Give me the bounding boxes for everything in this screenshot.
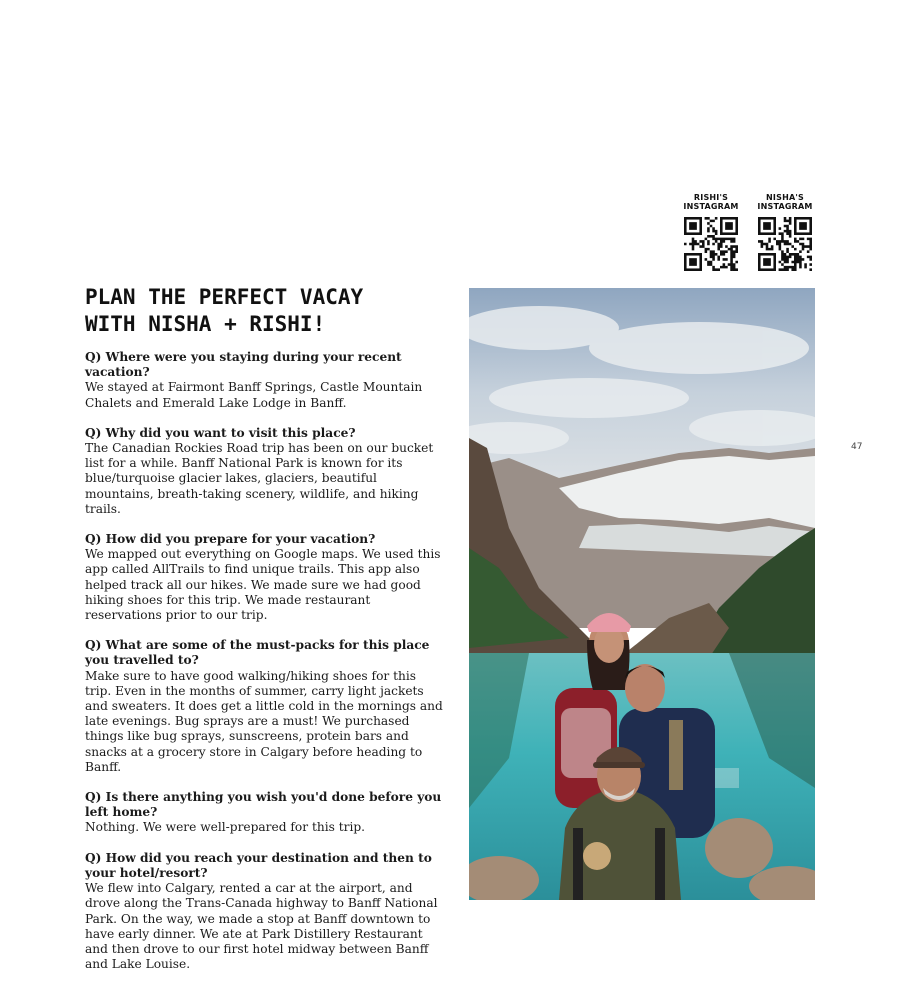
qr-finder <box>720 217 738 235</box>
qr-finder <box>758 217 776 235</box>
title-line-1: PLAN THE PERFECT VACAY <box>85 285 364 309</box>
qr-label <box>754 193 816 213</box>
rishi-instagram <box>680 193 742 271</box>
answer: Make sure to have good walking/hiking shoes for this trip. Even in the months of summer, carry light jackets and sweaters. It does get a little cold in the mornings and late evenings. Bug sprays are a must! We purchased things like bug sprays, sunscreens, protein bars and snacks at a grocery store in Calgary before heading to Banff. <box>85 668 443 774</box>
question: Q) What are some of the must-packs for this place you travelled to? <box>85 638 430 668</box>
question: Q) Where were you staying during your recent vacation? <box>85 350 402 380</box>
qr-code-icon[interactable] <box>758 217 812 271</box>
qa-item <box>85 790 445 836</box>
qa-item <box>85 532 445 623</box>
qr-label-line2: INSTAGRAM <box>683 202 739 211</box>
family-photo <box>469 288 815 900</box>
qr-label-line1: NISHA'S <box>766 193 804 202</box>
article-title <box>85 284 455 338</box>
qa-item <box>85 350 445 411</box>
qr-finder <box>794 217 812 235</box>
answer: We mapped out everything on Google maps. We used this app called AllTrails to find unique trails. This app also helped track all our hikes. We made sure we had good hiking shoes for this trip. We made restaurant reservations prior to our trip. <box>85 547 441 623</box>
nisha-instagram <box>754 193 816 271</box>
answer: The Canadian Rockies Road trip has been on our bucket list for a while. Banff National Park is known for its blue/turquoise glacier lakes, glaciers, beautiful mountains, breath-taking scenery, wildlife, and hiking trails. <box>85 441 434 516</box>
instagram-qr-section <box>680 193 820 278</box>
qr-code-icon[interactable] <box>684 217 738 271</box>
answer: We stayed at Fairmont Banff Springs, Castle Mountain Chalets and Emerald Lake Lodge in Banff. <box>85 380 423 410</box>
qr-label-line1: RISHI'S <box>693 193 729 202</box>
lake-louise-illustration <box>469 288 815 900</box>
qa-section <box>85 350 445 987</box>
title-line-2: WITH NISHA + RISHI! <box>85 312 326 336</box>
page-number: 47 <box>851 442 863 452</box>
qr-finder <box>684 217 702 235</box>
question: Q) How did you reach your destination and then to your hotel/resort? <box>85 850 432 880</box>
qr-label-line2: INSTAGRAM <box>757 202 813 211</box>
qr-finder <box>684 253 702 271</box>
answer: Nothing. We were well-prepared for this trip. <box>85 820 366 835</box>
qr-label <box>680 193 742 213</box>
question: Q) How did you prepare for your vacation? <box>85 532 376 547</box>
answer: We flew into Calgary, rented a car at the airport, and drove along the Trans-Canada highway to Banff National Park. On the way, we made a stop at Banff downtown to have early dinner. We ate at Park Distillery Restaurant and then drove to our first hotel midway between Banff and Lake Louise. <box>85 881 438 972</box>
qr-finder <box>758 253 776 271</box>
question: Q) Is there anything you wish you'd done before you left home? <box>85 790 442 820</box>
qa-item <box>85 851 445 973</box>
qa-item <box>85 426 445 517</box>
question: Q) Why did you want to visit this place? <box>85 425 356 440</box>
qa-item <box>85 638 445 775</box>
